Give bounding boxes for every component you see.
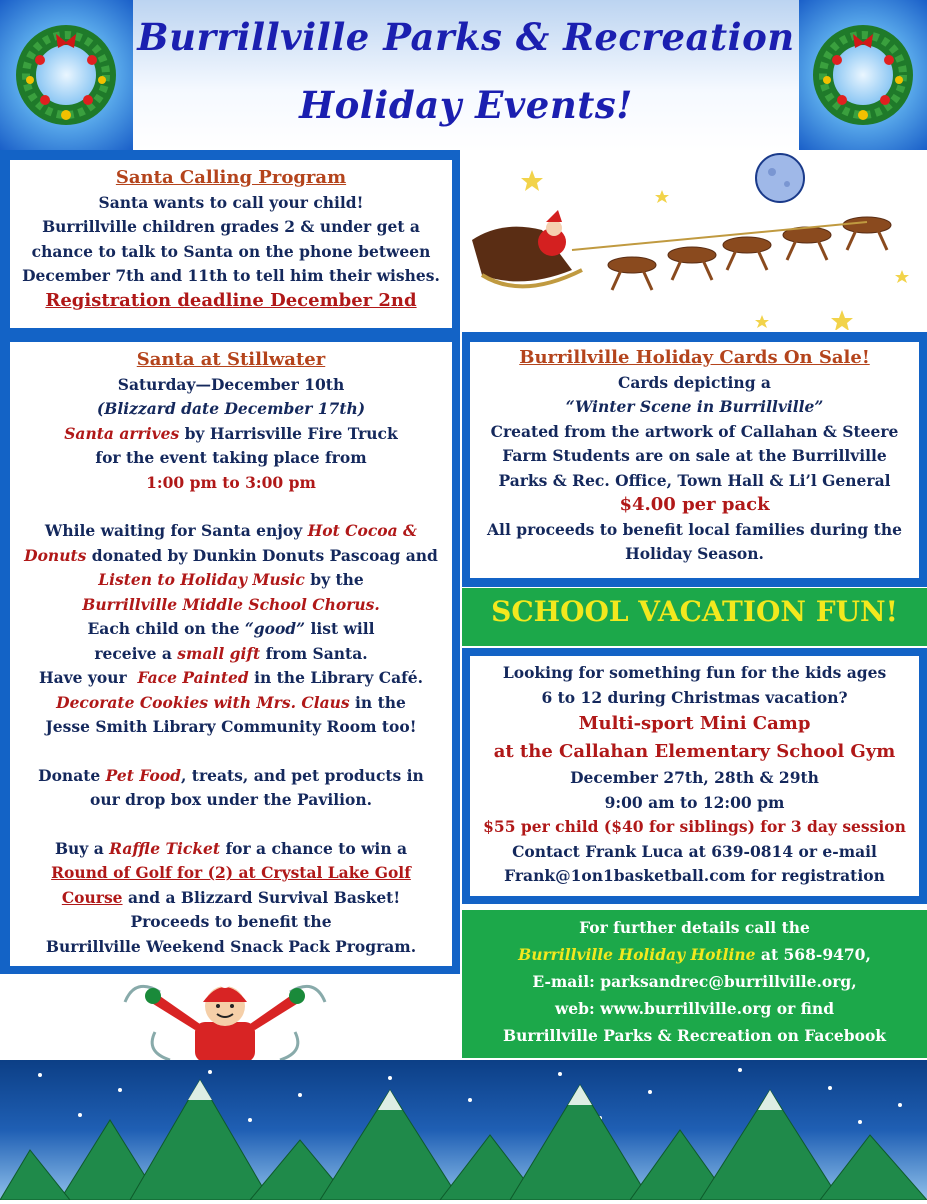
text-line (10, 837, 452, 862)
highlight: Donuts (24, 545, 87, 565)
facebook: Burrillville Parks & Recreation on Facebook (502, 1026, 887, 1045)
text-line (10, 422, 452, 447)
text: from Santa. (260, 643, 368, 663)
highlight: Santa arrives (64, 423, 180, 443)
header-wreath-right-panel (799, 0, 927, 150)
camp-price: $55 per child ($40 for siblings) for 3 day session (483, 817, 906, 836)
text-line (10, 617, 452, 642)
highlight: small gift (177, 643, 261, 663)
header-title-panel (133, 0, 799, 150)
text-line: for the event taking place from (95, 448, 367, 467)
highlight: Listen to Holiday Music (98, 570, 305, 589)
text: by Harrisville Fire Truck (179, 423, 398, 443)
text-line: Farm Students are on sale at the Burrillville (502, 446, 887, 465)
text: list will (305, 619, 375, 638)
text-line (10, 666, 452, 691)
highlight: Decorate Cookies with Mrs. Claus (56, 692, 350, 712)
text-line: All proceeds to benefit local families during the (487, 519, 902, 539)
section-heading: Burrillville Holiday Cards On Sale! (519, 347, 870, 368)
text-line: December 7th and 11th to tell him their wishes. (22, 266, 440, 285)
text: in the (349, 692, 406, 712)
event-time: 1:00 pm to 3:00 pm (146, 472, 316, 492)
header-wreath-left-panel (0, 0, 133, 150)
text-line: Cards depicting a (618, 372, 771, 392)
hotline-number: at 568-9470, (755, 945, 871, 964)
text-line: our drop box under the Pavilion. (89, 790, 372, 809)
raffle-prize: Round of Golf for (2) at Crystal Lake Golf (51, 863, 411, 882)
text-line: Looking for something fun for the kids ages (502, 663, 887, 682)
text-line: For further details call the (579, 918, 810, 937)
text-line: Burrillville Middle School Chorus. (82, 594, 380, 614)
contact-email: Frank@1on1basketball.com for registration (504, 866, 885, 885)
text: While waiting for Santa enjoy (44, 521, 308, 540)
camp-location: at the Callahan Elementary School Gym (493, 741, 896, 762)
text: Buy a (54, 838, 110, 858)
text: , treats, and pet products in (181, 765, 424, 785)
holiday-cards-section (470, 342, 919, 578)
camp-section (470, 656, 919, 896)
contact-email: E-mail: parksandrec@burrillville.org, (532, 972, 857, 991)
text-line (10, 519, 452, 544)
text: and a Blizzard Survival Basket! (122, 887, 401, 907)
website: web: www.burrillville.org or find (554, 999, 835, 1018)
text: for a chance to win a (220, 838, 408, 858)
text-line: Burrillville children grades 2 & under get a (42, 217, 420, 236)
text-line (462, 941, 927, 968)
sleigh-icon (462, 150, 927, 330)
text-line: Holiday Season. (625, 544, 764, 563)
card-price: $4.00 per pack (619, 494, 770, 515)
page-title: Burrillville Parks & Recreation (137, 15, 795, 59)
camp-title: Multi-sport Mini Camp (578, 713, 811, 734)
section-heading: Santa Calling Program (115, 167, 347, 188)
text-line: 6 to 12 during Christmas vacation? (541, 687, 848, 707)
text: Have your (38, 668, 138, 687)
hotline-name: Burrillville Holiday Hotline (518, 945, 756, 964)
text: receive a (94, 643, 178, 663)
camp-time: 9:00 am to 12:00 pm (604, 792, 785, 812)
section-heading: Santa at Stillwater (136, 349, 326, 370)
text-line (10, 642, 452, 667)
highlight: Raffle Ticket (109, 838, 221, 858)
text: donated by Dunkin Donuts Pascoag and (86, 545, 438, 565)
highlight: Face Painted (137, 668, 249, 687)
text: Each child on the (87, 619, 245, 638)
pine-trees-icon (0, 1060, 927, 1200)
text-line (10, 764, 452, 789)
text-line (10, 691, 452, 716)
snow-angel-child-illustration (115, 972, 335, 1064)
wreath-icon (799, 0, 927, 150)
camp-dates: December 27th, 28th & 29th (570, 768, 819, 787)
sleigh-reindeer-illustration (462, 150, 927, 330)
text-line: “Winter Scene in Burrillville” (565, 397, 824, 416)
event-date: Saturday—December 10th (117, 374, 345, 394)
text-line (10, 568, 452, 593)
text: in the Library Café. (248, 668, 424, 687)
details-section (462, 910, 927, 1058)
registration-deadline: Registration deadline December 2nd (45, 289, 417, 311)
text-line (10, 886, 452, 911)
text-line: Santa wants to call your child! (98, 192, 364, 212)
text: Donate (38, 765, 106, 785)
text-line: chance to talk to Santa on the phone between (31, 241, 431, 261)
highlight: “good” (244, 619, 306, 638)
text-line (10, 544, 452, 569)
highlight: Course (61, 887, 123, 907)
text-line: Parks & Rec. Office, Town Hall & Li’l General (498, 470, 891, 490)
santa-calling-section (10, 160, 452, 328)
stillwater-section (10, 342, 452, 966)
wreath-icon (0, 0, 133, 150)
school-vacation-banner (462, 588, 927, 646)
text: by the (304, 570, 364, 589)
banner-text: SCHOOL VACATION FUN! (491, 595, 898, 628)
snow-angel-icon (115, 972, 335, 1064)
highlight: Hot Cocoa & (307, 521, 418, 540)
text-line: Proceeds to benefit the (130, 912, 332, 931)
highlight: Pet Food (105, 765, 181, 785)
text-line: Contact Frank Luca at 639-0814 or e-mail (512, 841, 877, 861)
page-subtitle: Holiday Events! (299, 83, 633, 127)
pine-trees-banner (0, 1060, 927, 1200)
blizzard-date: (Blizzard date December 17th) (96, 399, 366, 418)
text-line: Created from the artwork of Callahan & Steere (490, 421, 899, 441)
text-line: Burrillville Weekend Snack Pack Program. (45, 936, 417, 956)
text-line: Jesse Smith Library Community Room too! (45, 717, 417, 736)
